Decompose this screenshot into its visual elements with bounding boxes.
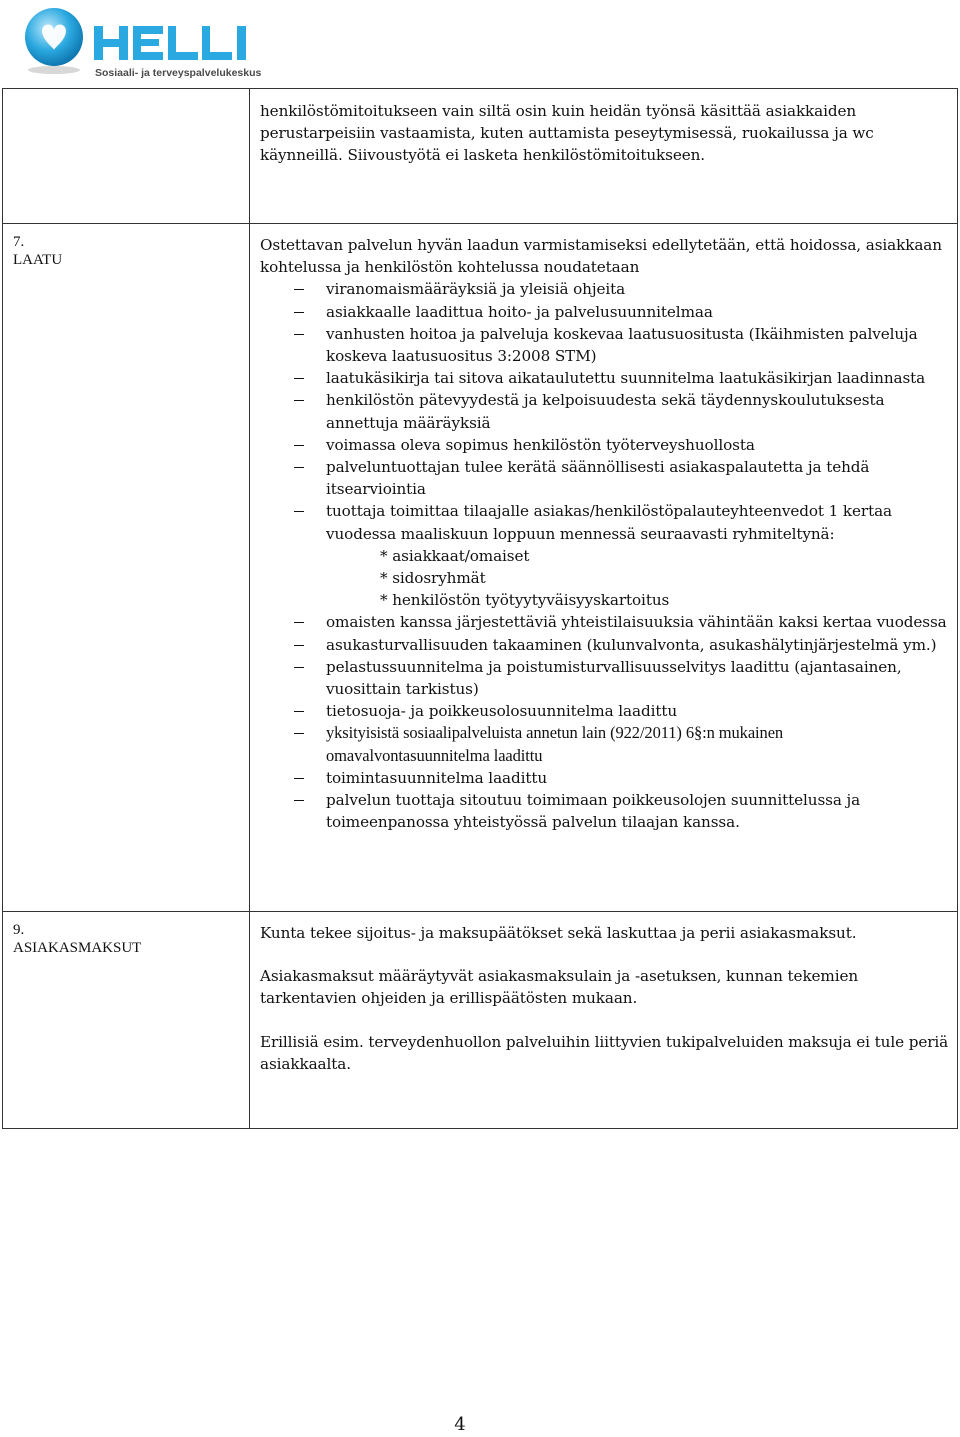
paragraph: Kunta tekee sijoitus- ja maksupäätökset sekä laskuttaa ja perii asiakasmaksut. — [260, 924, 857, 942]
list-item: palvelun tuottaja sitoutuu toimimaan poikkeusolojen suunnittelussa ja toimeenpanossa yhteistyössä palvelun tilaajan kanssa. — [260, 789, 949, 833]
sub-item: * asiakkaat/omaiset — [380, 546, 530, 565]
section-number: 9. — [13, 922, 25, 938]
list-item: vanhusten hoitoa ja palveluja koskevaa laatusuositusta (Ikäihmisten palveluja koskeva laatusuositus 3:2008 STM) — [260, 323, 949, 367]
table-row-asiakasmaksut — [3, 912, 958, 1129]
section-label: ASIAKASMAKSUT — [13, 940, 142, 956]
list-item: yksityisistä sosiaalipalveluista annetun lain (922/2011) 6§:n mukainen omavalvontasuunnitelma laadittu — [260, 722, 949, 766]
list-item: asiakkaalle laadittua hoito- ja palvelusuunnitelmaa — [260, 301, 949, 323]
paragraph: Erillisiä esim. terveydenhuollon palveluihin liittyvien tukipalveluiden maksuja ei tule periä asiakkaalta. — [260, 1032, 949, 1073]
table-row-continuation — [3, 89, 958, 224]
sub-item: * henkilöstön työtyytyväisyyskartoitus — [380, 591, 670, 610]
logo-subtitle: Sosiaali- ja terveyspalvelukeskus — [95, 67, 262, 79]
section-label: LAATU — [13, 252, 63, 268]
content-cell — [250, 89, 958, 224]
section-number: 7. — [13, 234, 25, 250]
label-cell-empty — [3, 89, 250, 224]
content-cell-laatu — [250, 224, 958, 912]
paragraph: Asiakasmaksut määräytyvät asiakasmaksulain ja -asetuksen, kunnan tekemien tarkentavien ohjeiden ja erillispäätösten mukaan. — [260, 967, 859, 1008]
list-item: asukasturvallisuuden takaaminen (kulunvalvonta, asukashälytinjärjestelmä ym.) — [260, 634, 949, 656]
page-number: 4 — [454, 1414, 466, 1435]
list-item: palveluntuottajan tulee kerätä säännöllisesti asiakaspalautetta ja tehdä itsearviointia — [260, 456, 949, 500]
label-cell-laatu — [3, 224, 250, 912]
sub-item: * sidosryhmät — [380, 569, 486, 588]
list-item: voimassa oleva sopimus henkilöstön työterveyshuollosta — [260, 434, 949, 456]
label-cell-asiakasmaksut — [3, 912, 250, 1129]
list-item: pelastussuunnitelma ja poistumisturvallisuusselvitys laadittu (ajantasainen, vuosittain tarkistus) — [260, 656, 949, 700]
continuation-text: henkilöstömitoitukseen vain siltä osin kuin heidän työnsä käsittää asiakkaiden perustarpeisiin vastaamista, kuten auttamista peseytymisessä, ruokailussa ja wc käynneillä. Siivoustyötä ei lasketa henkilöstömitoitukseen. — [260, 102, 874, 165]
contract-table — [2, 88, 958, 1129]
list-item: viranomaismääräyksiä ja yleisiä ohjeita — [260, 278, 949, 300]
laatu-list — [260, 278, 949, 544]
list-item: laatukäsikirja tai sitova aikataulutettu suunnitelma laatukäsikirjan laadinnasta — [260, 367, 949, 389]
table-row-laatu — [3, 224, 958, 912]
list-item: tuottaja toimittaa tilaajalle asiakas/henkilöstöpalauteyhteenvedot 1 kertaa vuodessa maaliskuun loppuun mennessä seuraavasti ryhmiteltynä: — [260, 500, 949, 544]
list-item: henkilöstön pätevyydestä ja kelpoisuudesta sekä täydennyskoulutuksesta annettuja määräyksiä — [260, 389, 949, 433]
list-item: toimintasuunnitelma laadittu — [260, 767, 949, 789]
helli-logo-graphic — [22, 4, 262, 84]
laatu-list-continued — [260, 611, 949, 833]
list-item: tietosuoja- ja poikkeusolosuunnitelma laadittu — [260, 700, 949, 722]
laatu-intro: Ostettavan palvelun hyvän laadun varmistamiseksi edellytetään, että hoidossa, asiakkaan kohtelussa ja henkilöstön kohtelussa noudatetaan — [260, 236, 942, 277]
helli-logo — [22, 4, 262, 84]
list-item: omaisten kanssa järjestettäviä yhteistilaisuuksia vähintään kaksi kertaa vuodessa — [260, 611, 949, 633]
content-cell-asiakasmaksut — [250, 912, 958, 1129]
logo-wordmark — [94, 26, 246, 60]
